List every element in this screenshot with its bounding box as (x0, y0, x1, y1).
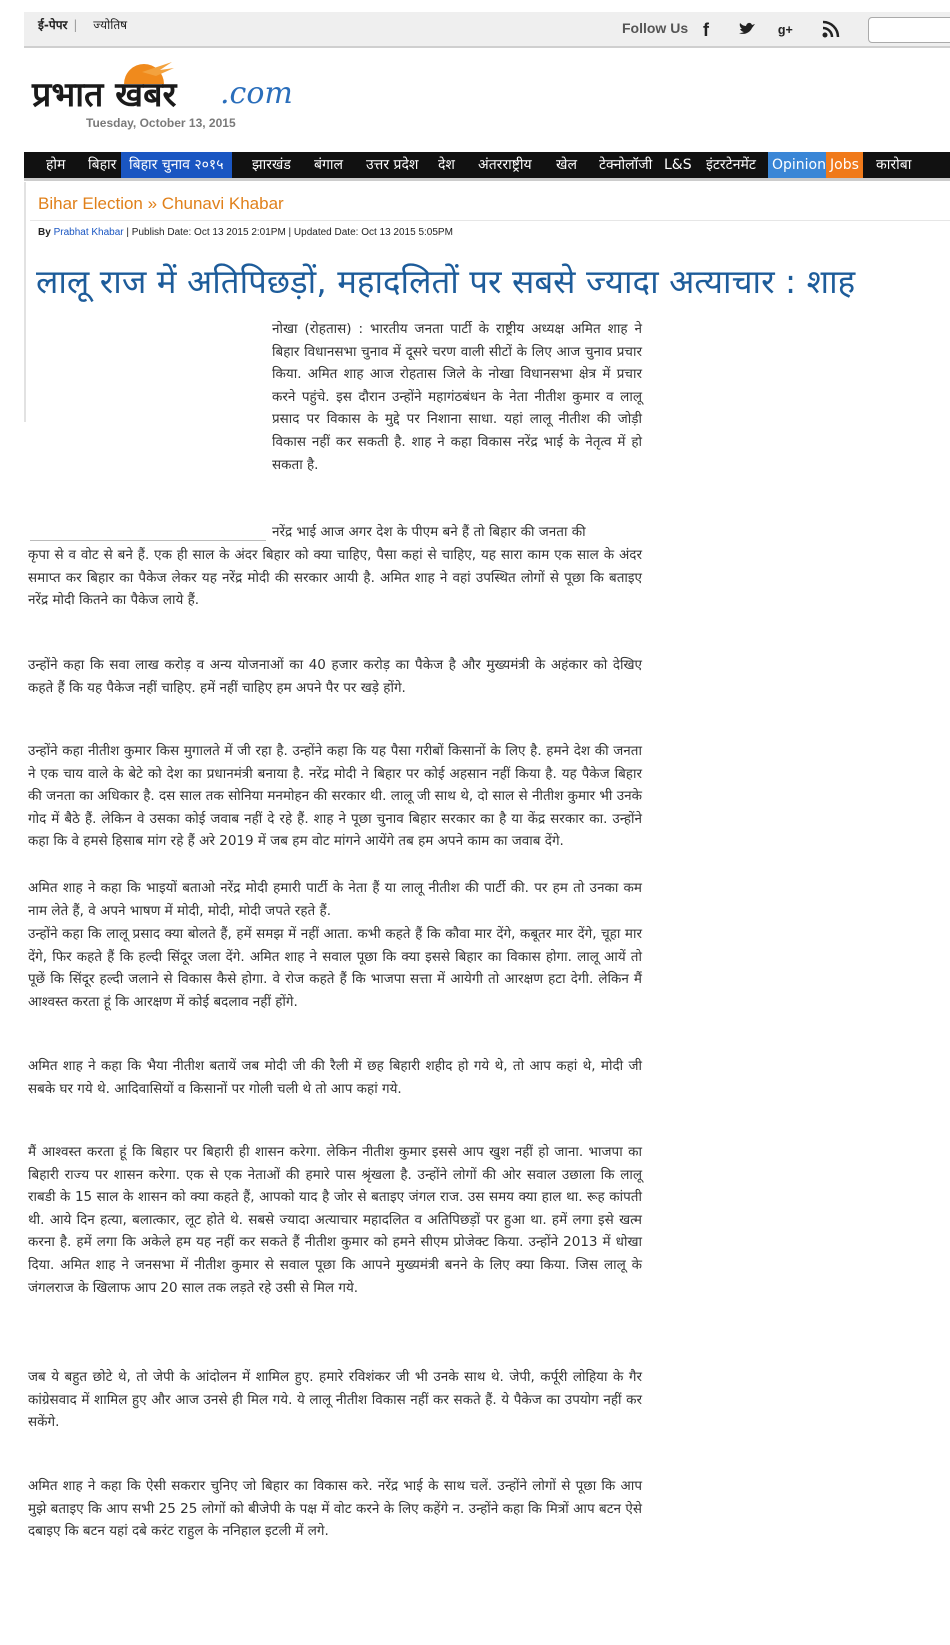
follow-us-label: Follow Us (622, 20, 689, 36)
nav-home[interactable]: होम (46, 157, 66, 173)
top-bar (24, 12, 950, 48)
nav-desh[interactable]: देश (438, 157, 455, 173)
nav-bihar-election[interactable]: बिहार चुनाव २०१५ (121, 152, 232, 178)
current-date: Tuesday, October 13, 2015 (86, 116, 236, 130)
nav-entertainment[interactable]: इंटरटेनमेंट (706, 157, 756, 173)
google-plus-icon[interactable] (777, 19, 797, 39)
facebook-icon[interactable] (697, 19, 717, 39)
nav-lifestyle[interactable]: L&S (664, 157, 692, 173)
nav-business[interactable]: कारोबा (876, 157, 912, 173)
epaper-link[interactable]: ई-पेपर (38, 18, 68, 32)
article-paragraph: अमित शाह ने कहा कि भैया नीतीश बतायें जब मोदी जी की रैली में छह बिहारी शहीद हो गये थे, तो आप कहां थे, मोदी जी सबके घर गये थे. आदिवासियों व किसानों पर गोली चली थे तो आप कहां गये. (28, 1058, 642, 1097)
by-label: By (38, 227, 51, 238)
article-paragraph: अमित शाह ने कहा कि ऐसी सकरार चुनिए जो बिहार का विकास करे. नरेंद्र भाई के साथ चलें. उन्होंने लोगों से पूछा कि आप मुझे बताइए कि आप सभी 25 25 लोगों को बीजेपी के पक्ष में वोट करने के लिए कहेंगे न. उन्होंने कहा कि मित्रों आप बटन ऐसे दबाइए कि बटन यहां दबे करंट राहुल के ननिहाल इटली में लगे. (28, 1478, 642, 1540)
main-nav (24, 152, 950, 181)
logo-com-text: .com (220, 76, 293, 111)
article-paragraph: नरेंद्र भाई आज अगर देश के पीएम बने हैं तो बिहार की जनता की (272, 524, 586, 540)
nav-technology[interactable]: टेक्नोलॉजी (599, 157, 653, 173)
article-paragraph: अमित शाह ने कहा कि भाइयों बताओ नरेंद्र मोदी हमारी पार्टी के नेता हैं या लालू नीतीश की पार्टी की. पर हम तो उनका कम नाम लेते हैं, वे अपने भाषण में मोदी, मोदी, मोदी जपते रहते हैं. (28, 880, 642, 919)
divider (30, 220, 950, 221)
svg-text:f: f (703, 20, 709, 39)
image-placeholder-line (30, 540, 266, 541)
rss-icon[interactable] (821, 19, 841, 39)
site-logo[interactable] (32, 60, 332, 122)
top-links (38, 16, 133, 33)
nav-jharkhand[interactable]: झारखंड (252, 157, 291, 173)
search-input[interactable] (868, 17, 950, 43)
nav-bihar[interactable]: बिहार (88, 157, 117, 173)
nav-international[interactable]: अंतरराष्ट्रीय (478, 157, 532, 173)
article-paragraph: उन्होंने कहा नीतीश कुमार किस मुगालते में जी रहा है. उन्होंने कहा कि यह पैसा गरीबों किसानों के लिए है. हमने देश की जनता ने एक चाय वाले के बेटे को देश का प्रधानमंत्री बनाया है. नरेंद्र मोदी ने बिहार पर कोई अहसान नहीं किया है. यह पैकेज बिहार की जनता का अधिकार है. दस साल तक सोनिया मनमोहन की सरकार थी. लालू जी साथ थे, दो साल से नीतीश कुमार भी उनके गोद में बैठे हैं. लेकिन वे उसका कोई जवाब नहीं दे रहे हैं. शाह ने पूछा चुनाव बिहार सरकार का है या केंद्र सरकार का. उन्होंने कहा कि वे हमसे हिसाब मांग रहे हैं अरे 2019 में जब हम वोट मांगने आयेंगे तब हम अपने काम का जवाब देंगे. (28, 743, 642, 850)
byline (38, 227, 453, 238)
nav-jobs[interactable]: Jobs (826, 152, 863, 178)
breadcrumb[interactable]: Bihar Election » Chunavi Khabar (38, 194, 284, 213)
nav-bengal[interactable]: बंगाल (314, 157, 343, 173)
nav-uttar-pradesh[interactable]: उत्तर प्रदेश (366, 157, 419, 173)
article-paragraph: मैं आश्वस्त करता हूं कि बिहार पर बिहारी ही शासन करेगा. लेकिन नीतीश कुमार इससे आप खुश नहीं हो जाना. भाजपा का बिहारी राज्य पर शासन करेगा. एक से एक नेताओं की हमारे पास श्रृंखला है. उन्होंने लोगों की ओर सवाल उछाला कि लालू राबडी के 15 साल के शासन को क्या कहते हैं, आपको याद है जोर से बताइए जंगल राज. उस समय क्या हाल था. रूह कांपती थी. आये दिन हत्या, बलात्कार, लूट होते थे. सबसे ज्यादा अत्याचार महादलित व अतिपिछड़ों पर हुआ था. हमें लगा इसे खत्म करना है. हमें लगा कि अकेले हम यह नहीं कर सकते हैं नीतीश कुमार को हमने सीएम प्रोजेक्ट किया. उन्होंने 2013 में धोखा दिया. अमित शाह ने जनसभा में नीतीश कुमार से सवाल पूछा कि आपने मुख्यमंत्री बनने के लिए क्या किया. जिस लालू के जंगलराज के खिलाफ आप 20 साल तक लड़ते रहे उसी से मिल गये. (28, 1144, 642, 1296)
article-paragraph: उन्होंने कहा कि लालू प्रसाद क्या बोलते हैं, हमें समझ में नहीं आता. कभी कहते हैं कि कौवा मार देंगे, कबूतर मार देंगे, चूहा मार देंगे, फिर कहते हैं कि हल्दी सिंदूर जला देंगे. अमित शाह ने सवाल पूछा कि क्या इससे बिहार का विकास होगा. लालू आयें तो पूछें कि सिंदूर हल्दी जलाने से विकास कैसे होगा. वे रोज कहते हैं कि भाजपा सत्ता में आयेगी तो आरक्षण हटा देगी. लेकिन मैं आश्वस्त करता हूं कि आरक्षण में कोई बदलाव नहीं होंगे. (28, 926, 642, 1010)
article-paragraph: नोखा (रोहतास) : भारतीय जनता पार्टी के राष्ट्रीय अध्यक्ष अमित शाह ने बिहार विधानसभा चुनाव में दूसरे चरण वाली सीटों के लिए आज चुनाव प्रचार किया. अमित शाह आज रोहतास जिले के नोखा विधानसभा क्षेत्र में प्रचार करने पहुंचे. इस दौरान उन्होंने महागंठबंधन के नेता नीतीश कुमार व लालू प्रसाद पर विकास के मुद्दे पर निशाना साधा. यहां लालू नीतीश की जोड़ी विकास नहीं कर सकती है. शाह ने कहा विकास नरेंद्र भाई के नेतृत्व में हो सकता है. (272, 321, 642, 473)
content-border (24, 182, 26, 422)
svg-text:g+: g+ (777, 23, 793, 37)
divider: | (73, 18, 78, 32)
author-link[interactable]: Prabhat Khabar (53, 227, 124, 238)
article-paragraph: जब ये बहुत छोटे थे, तो जेपी के आंदोलन में शामिल हुए. हमारे रविशंकर जी भी उनके साथ थे. जेपी, कर्पूरी लोहिया के गैर कांग्रेसवाद में शामिल हुए और आज उनसे ही मिल गये. ये लालू नीतीश विकास नहीं कर सकते हैं. ये पैकेज का उपयोग नहीं कर सकेंगे. (28, 1369, 642, 1431)
article-paragraph: उन्होंने कहा कि सवा लाख करोड़ व अन्य योजनाओं का 40 हजार करोड़ का पैकेज है और मुख्यमंत्री के अहंकार को देखिए कहते हैं कि यह पैकेज नहीं चाहिए. हमें नहीं चाहिए हम अपने पैर पर खड़े होंगे. (28, 657, 642, 696)
article-headline: लालू राज में अतिपिछड़ों, महादलितों पर सबसे ज्यादा अत्याचार : शाह (36, 262, 856, 301)
nav-sports[interactable]: खेल (556, 157, 577, 173)
astrology-link[interactable]: ज्योतिष (93, 18, 128, 32)
publish-meta: | Publish Date: Oct 13 2015 2:01PM | Updated Date: Oct 13 2015 5:05PM (126, 227, 453, 238)
article-paragraph: कृपा से व वोट से बने हैं. एक ही साल के अंदर बिहार को क्या चाहिए, पैसा कहां से चाहिए, यह सारा काम एक साल के अंदर समाप्त कर बिहार का पैकेज लेकर यह नरेंद्र मोदी की सरकार आयी है. अमित शाह ने वहां उपस्थित लोगों से पूछा कि बताइए नरेंद्र मोदी कितने का पैकेज लाये हैं. (28, 547, 642, 609)
logo-hindi-text: प्रभात खबर (32, 75, 177, 115)
twitter-icon[interactable] (737, 19, 757, 39)
nav-opinion[interactable]: Opinion (768, 152, 830, 178)
